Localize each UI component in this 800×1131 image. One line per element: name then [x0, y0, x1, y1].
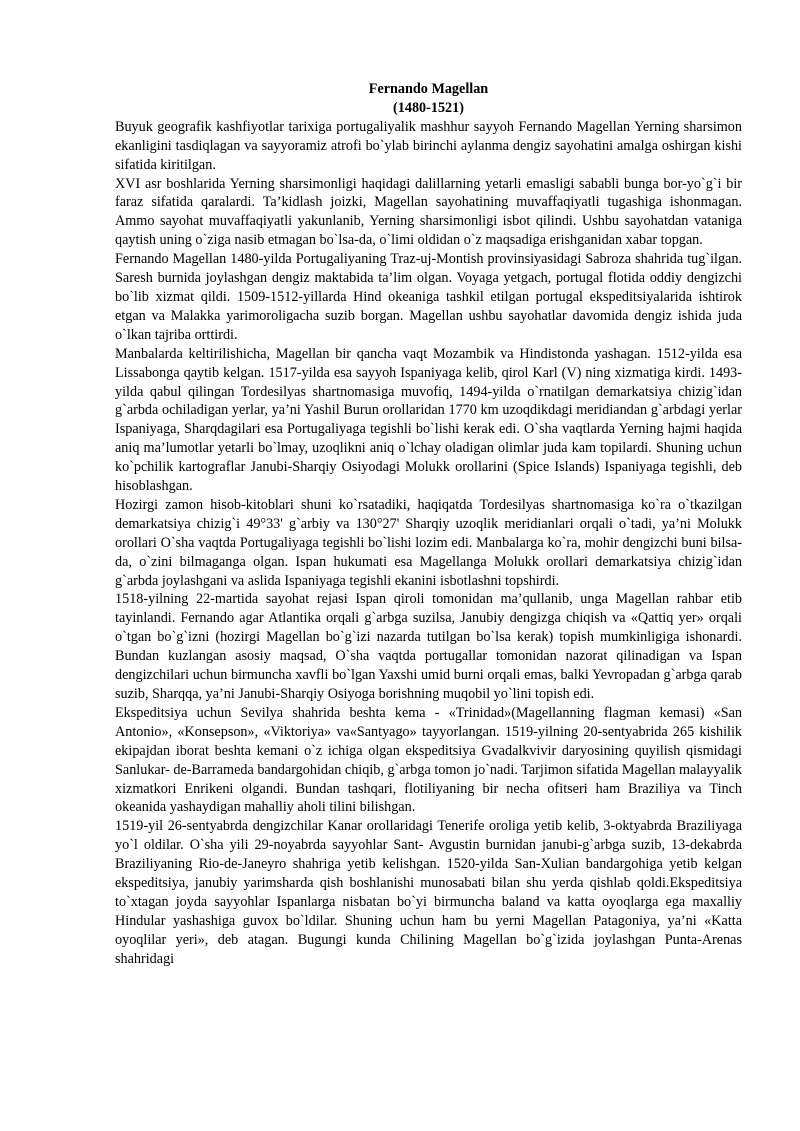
paragraph: 1519-yil 26-sentyabrda dengizchilar Kanar orollaridagi Tenerife oroliga yetib kelib, 3-oktyabrda Braziliyaga yo`l oldilar. O`sha yili 29-noyabrda sayyohlar Sant- Avgustin burnidan janubi-g`arbga suzib, 13-dekabrda Braziliyaning Rio-de-Janeyro shahriga yetib kelishgan. 1520-yilda San-Xulian bandargohiga yetib kelgan ekspeditsiya, janubiy yarimsharda qish boshlanishi munosabati bilan shu yerda qishlab qoldi.Ekspeditsiya to`xtagan joyda sayyohlar Ispanlarga nisbatan bo`yi birmuncha baland va katta oyoqlarga ega maxalliy Hindular yashashiga guvox bo`ldilar. Shuning uchun ham bu yerni Magellan Patagoniya, ya’ni «Katta oyoqlilar yeri», deb atagan. Bugungi kunda Chilining Magellan bo`g`izida joylashgan Punta-Arenas shahridagi — [115, 818, 742, 967]
paragraph: 1518-yilning 22-martida sayohat rejasi Ispan qiroli tomonidan ma’qullanib, unga Magellan rahbar etib tayinlandi. Fernando agar Atlantika orqali g`arbga suzilsa, Janubiy dengizga chiqish va «Qattiq yer» orqali o`tgan bo`g`izni (hozirgi Magellan bo`g`izi nazarda tutilgan bo`lsa kerak) topish mumkinligiga ishonardi. Bundan kuzlangan asosiy maqsad, O`sha vaqtda portugallar tomonidan nazorat qilinadigan va Ispan dengizchilari uchun birmuncha xavfli bo`lgan Yaxshi umid burni orqali emas, balki Yevropadan g`arbga qarab suzib, Sharqqa, ya’ni Janubi-Sharqiy Osiyoga borishning muqobil yo`lini topish edi. — [115, 591, 742, 702]
document-page — [115, 80, 742, 969]
paragraph: Hozirgi zamon hisob-kitoblari shuni ko`rsatadiki, haqiqatda Tordesilyas shartnomasiga ko`ra o`tkazilgan demarkatsiya chizig`i 49°33' g`arbiy va 130°27' Sharqiy uzoqlik meridianlari orqali o`tadi, ya’ni Molukk orollari O`sha vaqtda Portugaliyaga tegishli bo`lishi lozim edi. Manbalarga ko`ra, mohir dengizchi buni bilsa-da, o`zini bilmaganga olgan. Ispan hukumati esa Magellanga Molukk orollari demarkatsiya chizig`idan g`arbda joylashgani va aslida Ispaniyaga tegishli ekanini isbotlashni topshirdi. — [115, 496, 742, 589]
paragraph: Buyuk geografik kashfiyotlar tarixiga portugaliyalik mashhur sayyoh Fernando Magellan Yerning sharsimon ekanligini tasdiqlagan va sayyoramiz atrofi bo`ylab birinchi aylanma dengiz sayohatini amalga oshirgan kishi sifatida kiritilgan. — [115, 118, 742, 173]
document-years: (1480-1521) — [393, 99, 464, 116]
document-title: Fernando Magellan — [368, 81, 489, 97]
paragraph: Ekspeditsiya uchun Sevilya shahrida beshta kema - «Trinidad»(Magellanning flagman kemasi) «San Antonio», «Konsepson», «Viktoriya» va«Santyago» tayyorlangan. 1519-yilning 20-sentyabrida 265 kishilik ekipajdan iborat beshta kemani o`z ichiga olgan ekspeditsiya Gvadalkvivir daryosining quyilish qismidagi Sanlukar- de-Barrameda bandargohidan chiqib, g`arbga tomon jo`nadi. Tarjimon sifatida Magellan malayyalik xizmatkori Enrikeni olgandi. Bundan tashqari, flotiliyaning bir necha ofitseri ham Braziliya va Tinch okeanida yashaydigan mahalliy aholi tilini bilishgan. — [115, 704, 742, 816]
paragraph: Manbalarda keltirilishicha, Magellan bir qancha vaqt Mozambik va Hindistonda yashagan. 1512-yilda esa Lissabonga qaytib kelgan. 1517-yilda esa sayyoh Ispaniyaga kelib, qirol Karl (V) ning xizmatiga kirdi. 1493-yilda qabul qilingan Tordesilyas shartnomasiga muvofiq, 1494-yilda o`rnatilgan demarkatsiya chizig`idan g`arbda ochiladigan yerlar, ya’ni Yashil Burun orollaridan 1770 km uzoqdikdagi meridiandan g`arbdagi yerlar Ispaniyaga, Sharqdagilari esa Portugaliyaga tegishli bo`lishi kerak edi. O`sha vaqtlarda Yerning hajmi haqida aniq ma’lumotlar yetarli bo`lmay, uzoqlikni aniq o`lchay oladigan olimlar juda kam topilardi. Shuning uchun ko`pchilik kartograflar Janubi-Sharqiy Osiyodagi Molukk orollarini (Spice Islands) Ispaniyaga tegishli, deb hisoblashgan. — [115, 345, 742, 495]
paragraph: Fernando Magellan 1480-yilda Portugaliyaning Traz-uj-Montish provinsiyasidagi Sabroza shahrida tug`ilgan. Saresh burnida joylashgan dengiz maktabida ta’lim olgan. Voyaga yetgach, portugal flotida oddiy dengizchi bo`lib xizmat qildi. 1509-1512-yillarda Hind okeaniga tashkil etilgan portugal ekspeditsiyalarida ishtirok etgan va Malakka yarimoroligacha suzib borgan. Magellan ushbu sayohatlar davomida dengiz ishida juda o`lkan tajriba orttirdi. — [115, 251, 742, 343]
paragraph: XVI asr boshlarida Yerning sharsimonligi haqidagi dalillarning yetarli emasligi sababli bunga bor-yo`g`i bir faraz sifatida qaralardi. Ta’kidlash joizki, Magellan sayohatining muvaffaqiyatli tugashiga ishonmagan. Ammo sayohat muvaffaqiyatli yakunlanib, Yerning sharsimonligi isbot qilindi. Ushbu sayohatdan vataniga qaytish uning o`ziga nasib etmagan bo`lsa-da, o`limi oldidan o`z maqsadiga erishganidan xabar topgan. — [115, 175, 742, 249]
